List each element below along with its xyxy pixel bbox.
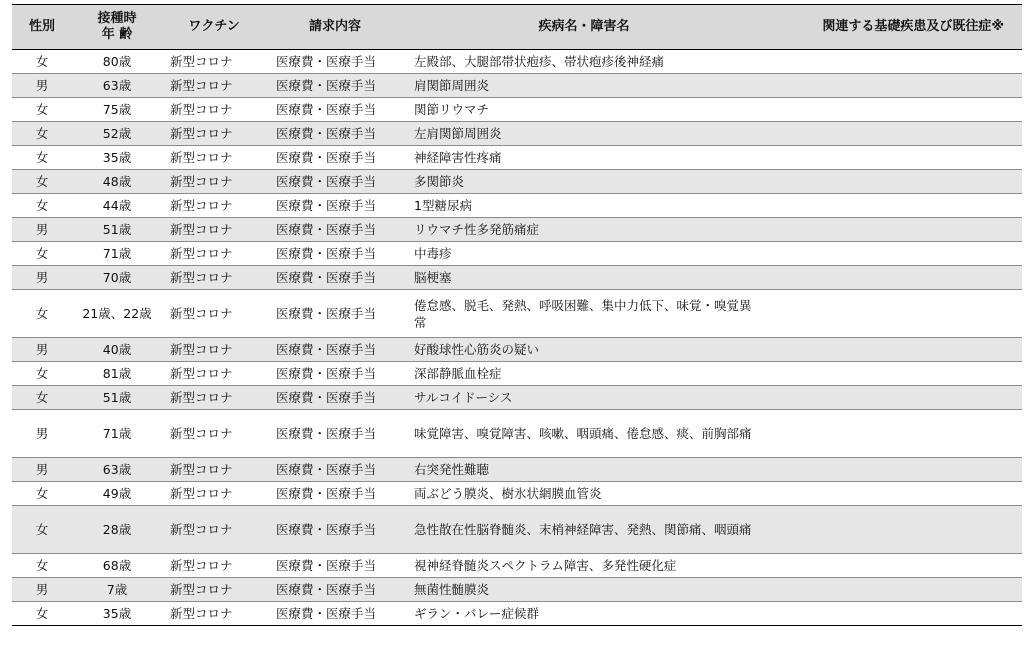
cell-age: 75歳 — [72, 98, 162, 122]
cell-vaccine: 新型コロナ — [162, 506, 266, 554]
cell-disease-text: サルコイドーシス — [414, 390, 513, 405]
cell-vaccine: 新型コロナ — [162, 98, 266, 122]
cell-claim: 医療費・医療手当 — [266, 74, 404, 98]
cell-sex: 女 — [12, 50, 72, 74]
table-row — [12, 122, 1022, 146]
cell-disease — [404, 362, 764, 386]
cell-disease — [404, 506, 764, 554]
cell-age: 7歳 — [72, 578, 162, 602]
cell-age: 63歳 — [72, 458, 162, 482]
table-row — [12, 50, 1022, 74]
cell-sex: 男 — [12, 578, 72, 602]
cell-history — [764, 362, 1022, 386]
cell-age: 48歳 — [72, 170, 162, 194]
cell-disease — [404, 98, 764, 122]
cell-disease-text: 左肩関節周囲炎 — [414, 126, 502, 141]
cell-history — [764, 506, 1022, 554]
cell-vaccine: 新型コロナ — [162, 554, 266, 578]
cell-disease — [404, 410, 764, 458]
header-history: 関連する基礎疾患及び既往症※ — [764, 5, 1022, 50]
cell-sex: 女 — [12, 98, 72, 122]
cell-age: 68歳 — [72, 554, 162, 578]
cell-claim: 医療費・医療手当 — [266, 266, 404, 290]
table-row — [12, 242, 1022, 266]
cell-sex: 女 — [12, 170, 72, 194]
cell-disease-text: ギラン・バレー症候群 — [414, 606, 540, 621]
cell-claim: 医療費・医療手当 — [266, 338, 404, 362]
cell-disease-text: 急性散在性脳脊髄炎、末梢神経障害、発熱、関節痛、咽頭痛 — [414, 522, 752, 537]
cell-vaccine: 新型コロナ — [162, 122, 266, 146]
cell-sex: 女 — [12, 482, 72, 506]
table-row — [12, 482, 1022, 506]
table-row — [12, 386, 1022, 410]
cell-claim: 医療費・医療手当 — [266, 170, 404, 194]
table-row — [12, 410, 1022, 458]
cell-age: 63歳 — [72, 74, 162, 98]
cell-age: 51歳 — [72, 218, 162, 242]
cell-claim: 医療費・医療手当 — [266, 146, 404, 170]
cell-sex: 女 — [12, 362, 72, 386]
cell-history — [764, 554, 1022, 578]
cell-vaccine: 新型コロナ — [162, 290, 266, 338]
cell-age: 51歳 — [72, 386, 162, 410]
header-disease: 疾病名・障害名 — [404, 5, 764, 50]
cell-claim: 医療費・医療手当 — [266, 602, 404, 626]
cell-sex: 男 — [12, 458, 72, 482]
cell-disease-text: 1型糖尿病 — [414, 198, 472, 213]
cell-age: 49歳 — [72, 482, 162, 506]
table-row — [12, 194, 1022, 218]
cell-disease-text: 左殿部、大腿部帯状疱疹、帯状疱疹後神経痛 — [414, 54, 665, 69]
cell-disease — [404, 482, 764, 506]
cell-sex: 女 — [12, 386, 72, 410]
cell-claim: 医療費・医療手当 — [266, 242, 404, 266]
cell-disease-text: 右突発性難聴 — [414, 462, 490, 477]
cell-history — [764, 266, 1022, 290]
cell-sex: 男 — [12, 338, 72, 362]
cell-history — [764, 74, 1022, 98]
table-row — [12, 506, 1022, 554]
table-row — [12, 290, 1022, 338]
cell-disease — [404, 242, 764, 266]
table-row — [12, 170, 1022, 194]
cell-sex: 女 — [12, 290, 72, 338]
header-age-line1: 接種時 — [97, 11, 137, 26]
table-row — [12, 458, 1022, 482]
cell-vaccine: 新型コロナ — [162, 362, 266, 386]
table-row — [12, 98, 1022, 122]
table-row — [12, 266, 1022, 290]
cell-vaccine: 新型コロナ — [162, 74, 266, 98]
cell-vaccine: 新型コロナ — [162, 194, 266, 218]
cell-age: 71歳 — [72, 242, 162, 266]
cell-age: 35歳 — [72, 602, 162, 626]
cell-history — [764, 602, 1022, 626]
cell-disease — [404, 290, 764, 338]
cell-sex: 女 — [12, 242, 72, 266]
cell-sex: 女 — [12, 122, 72, 146]
cell-disease — [404, 386, 764, 410]
header-vaccine: ワクチン — [162, 5, 266, 50]
cell-disease-text: 味覚障害、嗅覚障害、咳嗽、咽頭痛、倦怠感、痰、前胸部痛 — [414, 426, 752, 441]
cell-disease — [404, 578, 764, 602]
cell-claim: 医療費・医療手当 — [266, 554, 404, 578]
cell-history — [764, 146, 1022, 170]
cell-history — [764, 458, 1022, 482]
header-sex: 性別 — [12, 5, 72, 50]
table-body — [12, 50, 1022, 626]
cell-disease-text: 多関節炎 — [414, 174, 465, 189]
cell-vaccine: 新型コロナ — [162, 218, 266, 242]
cell-disease — [404, 458, 764, 482]
cell-age: 71歳 — [72, 410, 162, 458]
cell-disease-text: 肩関節周囲炎 — [414, 78, 490, 93]
cell-disease — [404, 194, 764, 218]
cell-age: 70歳 — [72, 266, 162, 290]
cell-disease-text: 関節リウマチ — [414, 102, 490, 117]
cell-vaccine: 新型コロナ — [162, 338, 266, 362]
cell-history — [764, 170, 1022, 194]
table-row — [12, 602, 1022, 626]
cell-disease-text: 両ぶどう膜炎、樹氷状網膜血管炎 — [414, 486, 602, 501]
cell-age: 21歳、22歳 — [72, 290, 162, 338]
cell-vaccine: 新型コロナ — [162, 602, 266, 626]
table-row — [12, 554, 1022, 578]
cell-vaccine: 新型コロナ — [162, 146, 266, 170]
cell-age: 40歳 — [72, 338, 162, 362]
table-row — [12, 146, 1022, 170]
cell-claim: 医療費・医療手当 — [266, 386, 404, 410]
cell-vaccine: 新型コロナ — [162, 578, 266, 602]
cell-claim: 医療費・医療手当 — [266, 122, 404, 146]
cell-history — [764, 50, 1022, 74]
cell-history — [764, 386, 1022, 410]
cell-disease — [404, 338, 764, 362]
cell-disease — [404, 50, 764, 74]
cell-age: 80歳 — [72, 50, 162, 74]
cell-age: 81歳 — [72, 362, 162, 386]
cell-claim: 医療費・医療手当 — [266, 506, 404, 554]
header-claim: 請求内容 — [266, 5, 404, 50]
cell-disease-text: 好酸球性心筋炎の疑い — [414, 342, 540, 357]
cell-disease-text: 深部静脈血栓症 — [414, 366, 502, 381]
header-row — [12, 5, 1022, 50]
table-row — [12, 74, 1022, 98]
table-row — [12, 578, 1022, 602]
table-row — [12, 338, 1022, 362]
cell-disease-text: 無菌性髄膜炎 — [414, 582, 490, 597]
cell-vaccine: 新型コロナ — [162, 482, 266, 506]
cell-disease-text: 中毒疹 — [414, 246, 452, 261]
cell-age: 35歳 — [72, 146, 162, 170]
cell-history — [764, 482, 1022, 506]
cell-history — [764, 218, 1022, 242]
cell-disease — [404, 74, 764, 98]
cell-history — [764, 578, 1022, 602]
cell-disease — [404, 602, 764, 626]
cell-sex: 男 — [12, 410, 72, 458]
cell-claim: 医療費・医療手当 — [266, 362, 404, 386]
cell-claim: 医療費・医療手当 — [266, 482, 404, 506]
cell-sex: 女 — [12, 506, 72, 554]
cell-history — [764, 338, 1022, 362]
cell-sex: 女 — [12, 602, 72, 626]
cell-history — [764, 194, 1022, 218]
cell-sex: 女 — [12, 554, 72, 578]
cell-age: 52歳 — [72, 122, 162, 146]
cell-disease — [404, 170, 764, 194]
cell-history — [764, 122, 1022, 146]
cell-disease-text: 脳梗塞 — [414, 270, 452, 285]
cell-vaccine: 新型コロナ — [162, 242, 266, 266]
cell-disease — [404, 122, 764, 146]
header-age-line2: 年 齢 — [101, 27, 133, 42]
cell-disease-text: 倦怠感、脱毛、発熱、呼吸困難、集中力低下、味覚・嗅覚異常 — [414, 297, 752, 330]
cell-claim: 医療費・医療手当 — [266, 98, 404, 122]
cell-claim: 医療費・医療手当 — [266, 578, 404, 602]
cell-claim: 医療費・医療手当 — [266, 410, 404, 458]
cell-sex: 女 — [12, 194, 72, 218]
cell-disease-text: 神経障害性疼痛 — [414, 150, 502, 165]
cell-sex: 男 — [12, 218, 72, 242]
cell-disease — [404, 554, 764, 578]
cell-disease — [404, 146, 764, 170]
cell-vaccine: 新型コロナ — [162, 410, 266, 458]
cell-vaccine: 新型コロナ — [162, 50, 266, 74]
cell-claim: 医療費・医療手当 — [266, 50, 404, 74]
cell-sex: 女 — [12, 146, 72, 170]
cell-history — [764, 98, 1022, 122]
cell-disease-text: 視神経脊髄炎スペクトラム障害、多発性硬化症 — [414, 558, 677, 573]
cell-sex: 男 — [12, 266, 72, 290]
cell-vaccine: 新型コロナ — [162, 170, 266, 194]
cell-history — [764, 290, 1022, 338]
claims-table-container — [12, 4, 1022, 626]
cell-claim: 医療費・医療手当 — [266, 290, 404, 338]
cell-history — [764, 410, 1022, 458]
cell-disease-text: リウマチ性多発筋痛症 — [414, 222, 540, 237]
cell-age: 44歳 — [72, 194, 162, 218]
table-row — [12, 362, 1022, 386]
header-age — [72, 5, 162, 50]
cell-vaccine: 新型コロナ — [162, 458, 266, 482]
cell-disease — [404, 266, 764, 290]
vaccine-injury-claims-table — [12, 4, 1022, 626]
cell-disease — [404, 218, 764, 242]
table-row — [12, 218, 1022, 242]
cell-age: 28歳 — [72, 506, 162, 554]
cell-sex: 男 — [12, 74, 72, 98]
cell-vaccine: 新型コロナ — [162, 386, 266, 410]
cell-claim: 医療費・医療手当 — [266, 194, 404, 218]
cell-claim: 医療費・医療手当 — [266, 458, 404, 482]
cell-history — [764, 242, 1022, 266]
cell-claim: 医療費・医療手当 — [266, 218, 404, 242]
cell-vaccine: 新型コロナ — [162, 266, 266, 290]
